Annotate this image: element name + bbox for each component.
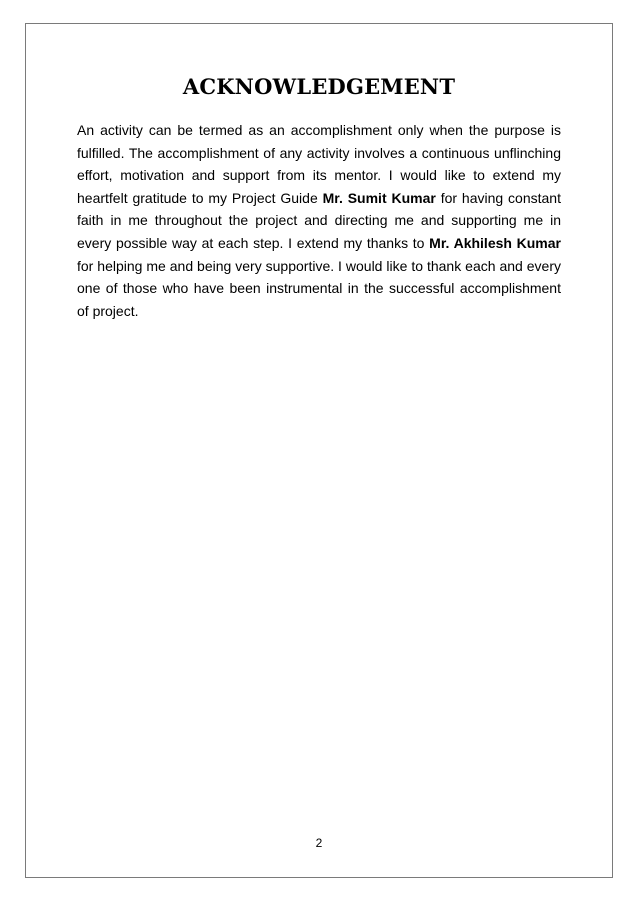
paragraph-text-part2: for having constant faith in me throughout the project and directing me and supporting me in every possible way at each step. I extend my thanks to <box>77 189 561 251</box>
guide-name: Mr. Sumit Kumar <box>322 189 436 206</box>
helper-name: Mr. Akhilesh Kumar <box>429 234 561 251</box>
page-number: 2 <box>315 836 323 850</box>
page-title: ACKNOWLEDGEMENT <box>182 74 456 99</box>
acknowledgement-paragraph <box>77 119 561 322</box>
paragraph-text-part3: for helping me and being very supportive. I would like to thank each and every one of those who have been instrumental in the successful accomplishment of project. <box>77 257 561 319</box>
paragraph-text-part1: An activity can be termed as an accomplishment only when the purpose is fulfilled. The accomplishment of any activity involves a continuous unflinching effort, motivation and support from its mentor. I would like to extend my heartfelt gratitude to my Project Guide <box>77 122 561 206</box>
